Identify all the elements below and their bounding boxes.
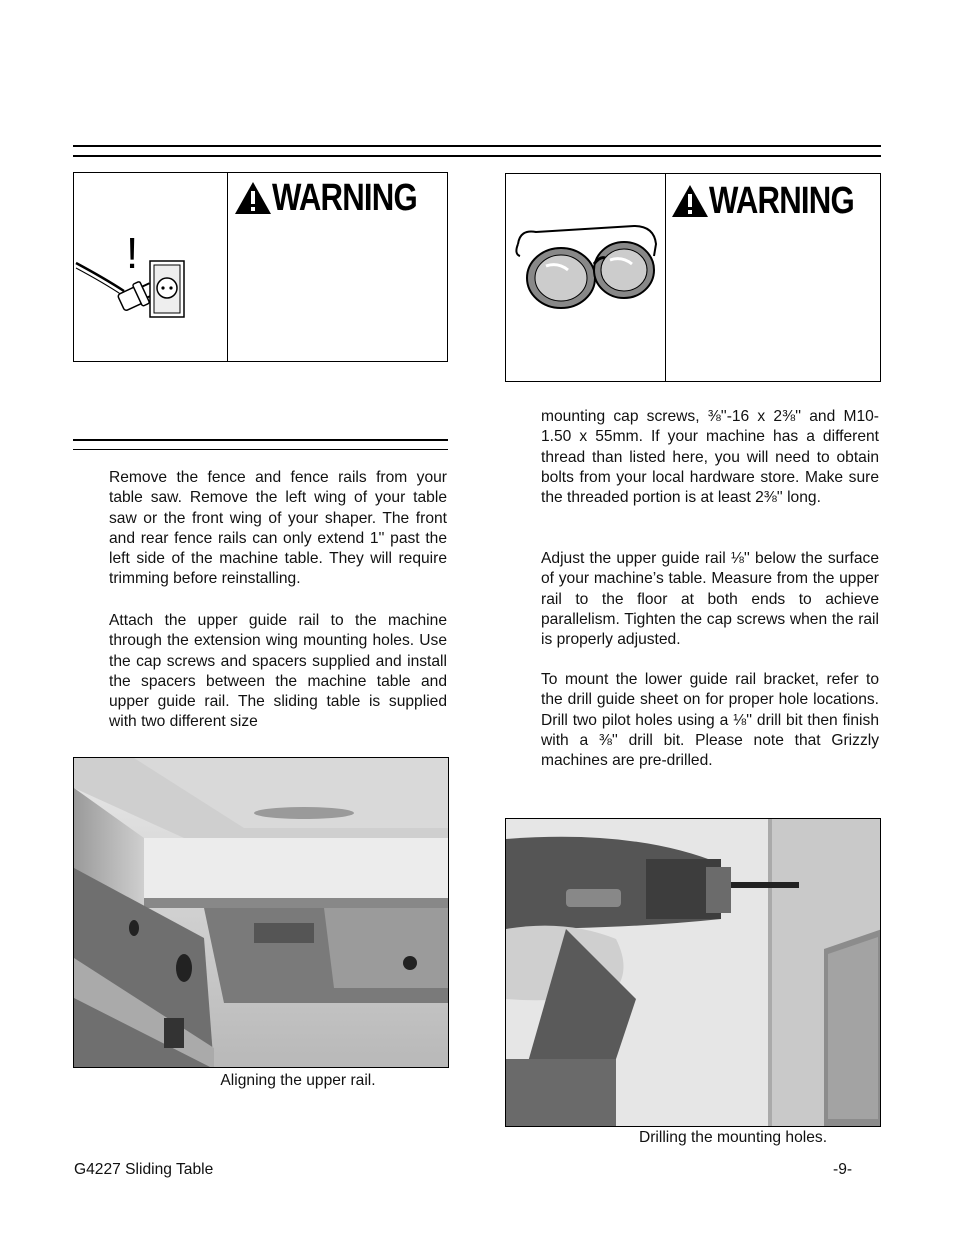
right-paragraph-3: To mount the lower guide rail bracket, refer to the drill guide sheet on for proper hole locations. Drill two pilot holes using a ⅛'' drill bit then finish with a ⅜'' drill bit. Please note that Grizzly machines are pre-drilled. [541, 671, 879, 770]
warning-triangle-icon [234, 181, 272, 215]
warning-label: WARNING [709, 180, 854, 222]
section-rule [73, 439, 448, 441]
footer-title: G4227 Sliding Table [74, 1161, 214, 1178]
figure-caption-right: Drilling the mounting holes. [638, 1129, 828, 1146]
page-number: -9- [833, 1161, 853, 1178]
left-paragraph-1: Remove the fence and fence rails from your table saw. Remove the left wing of your table saw or the front wing of your shaper. The front and rear fence rails can only extend 1'' past the left side of the machine table. They will require trimming before reinstalling. [109, 469, 447, 588]
safety-glasses-icon [506, 174, 665, 380]
right-paragraph-1: mounting cap screws, ⅜''-16 x 2⅜'' and M10-1.50 x 55mm. If your machine has a different thread than listed here, you will need to obtain bolts from your local hardware store. Make sure the threaded portion is at least 2⅜'' long. [541, 408, 879, 507]
warning-label: WARNING [272, 177, 417, 219]
warning-triangle-icon [671, 184, 709, 218]
header-rule-bottom [73, 155, 881, 157]
section-rule-thin [73, 449, 448, 450]
upper-rail-photo [73, 757, 449, 1068]
warning-box-right [505, 173, 881, 382]
plug-outlet-icon [74, 173, 227, 360]
left-paragraph-2: Attach the upper guide rail to the machine through the extension wing mounting holes. Use the cap screws and spacers supplied and install the spacers between the machine table and upper guide rail. The sliding table is supplied with two different size [109, 612, 447, 731]
figure-caption-left: Aligning the upper rail. [220, 1072, 376, 1089]
right-paragraph-2: Adjust the upper guide rail ⅛'' below the surface of your machine’s table. Measure from the upper rail to the floor at both ends to achieve parallelism. Tighten the cap screws when the rail is properly adjusted. [541, 550, 879, 649]
warning-box-left [73, 172, 448, 362]
svg-text:!: ! [126, 229, 139, 278]
drilling-photo [505, 818, 881, 1127]
header-rule-top [73, 145, 881, 147]
